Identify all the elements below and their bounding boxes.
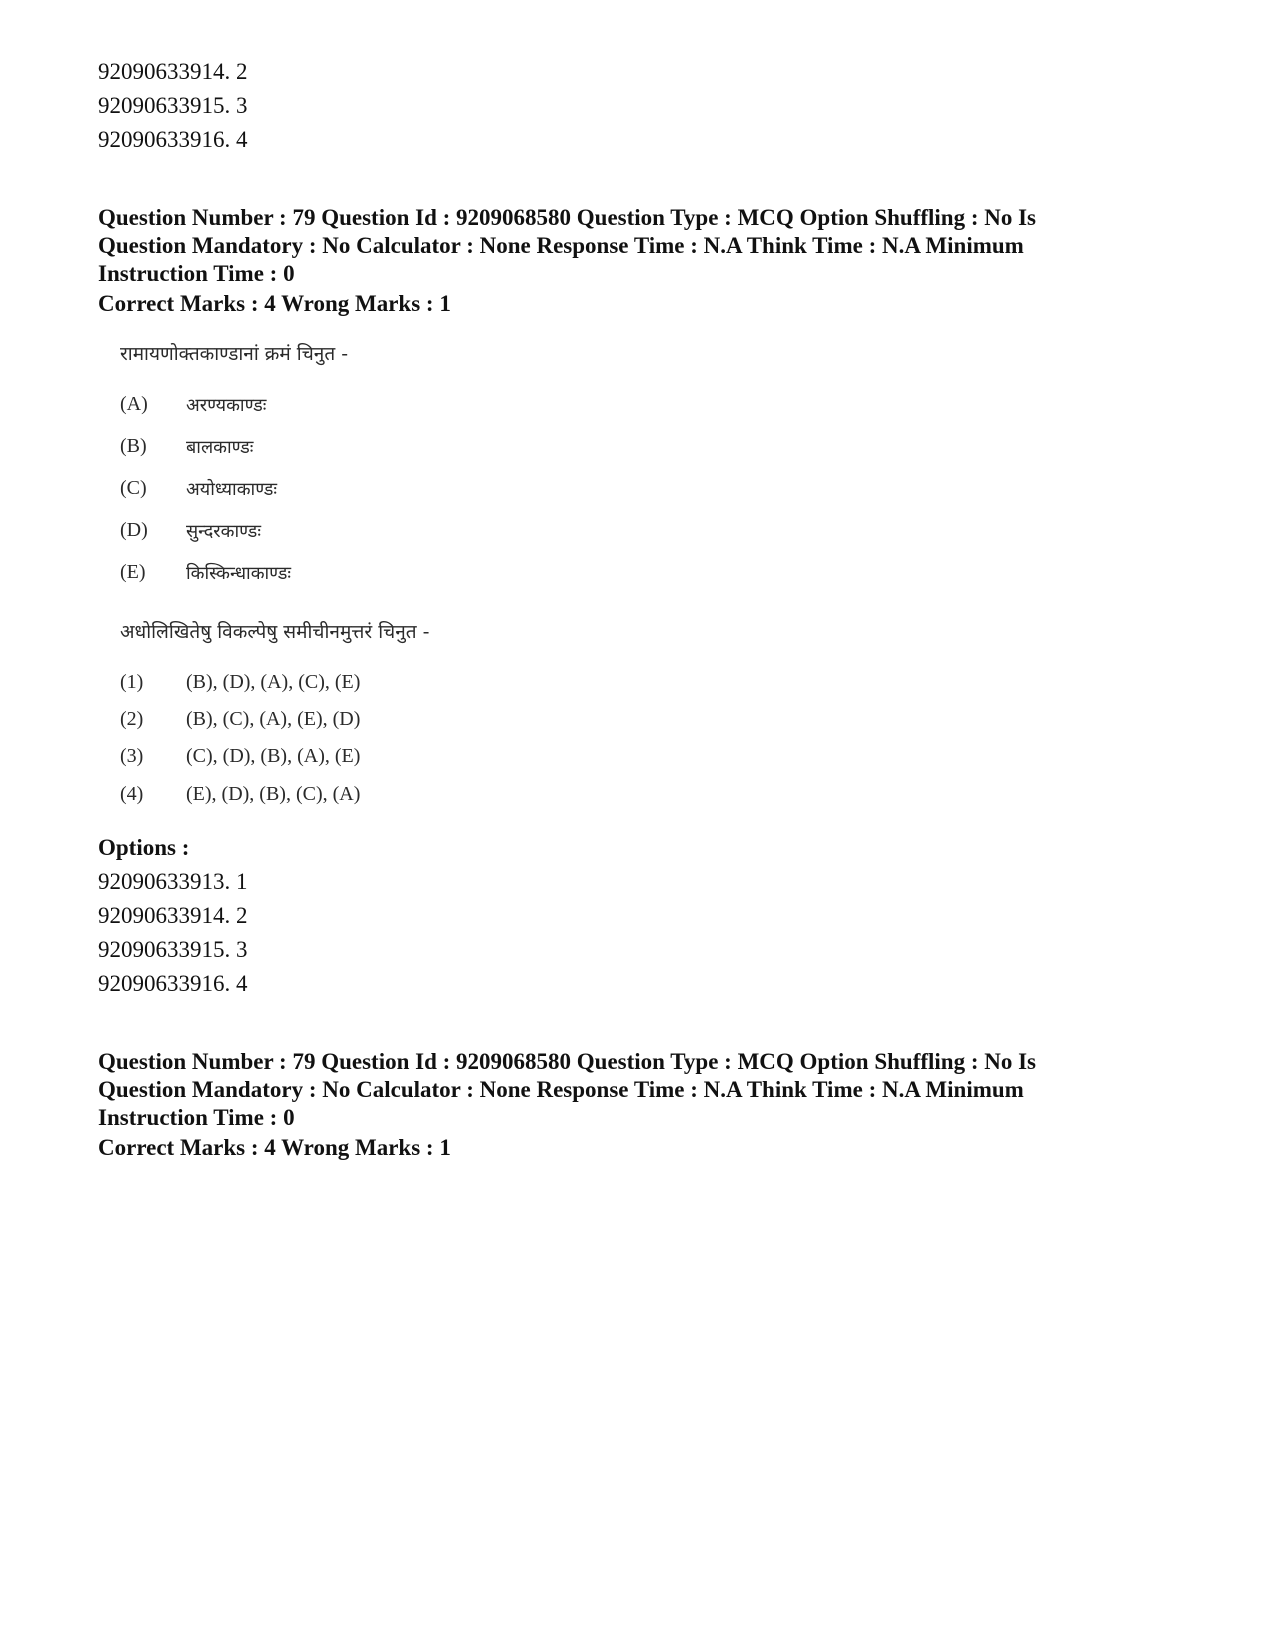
option-1: 92090633913. 1 bbox=[98, 869, 248, 894]
item-text: अरण्यकाण्डः bbox=[186, 395, 267, 416]
item-text: अयोध्याकाण्डः bbox=[186, 479, 278, 500]
item-label: (C) bbox=[120, 477, 147, 499]
item-text: बालकाण्डः bbox=[186, 437, 254, 458]
choice-text: (B), (C), (A), (E), (D) bbox=[186, 708, 361, 730]
option-2: 92090633914. 2 bbox=[98, 903, 248, 928]
question-header: Question Number : 79 Question Id : 9209068580 Question Type : MCQ Option Shuffling : No Is Question Mandatory : No Calculator : None Response Time : N.A Think Time : N.A Minimum Instruction Time : 0 bbox=[98, 205, 1037, 286]
choice-label: (4) bbox=[120, 783, 144, 805]
item-label: (B) bbox=[120, 435, 147, 457]
prev-option-2: 92090633914. 2 bbox=[98, 59, 248, 84]
next-question-header: Question Number : 79 Question Id : 9209068580 Question Type : MCQ Option Shuffling : No Is Question Mandatory : No Calculator : None Response Time : N.A Think Time : N.A Minimum Instruction Time : 0 bbox=[98, 1049, 1037, 1130]
choice-text: (B), (D), (A), (C), (E) bbox=[186, 671, 361, 693]
question-marks: Correct Marks : 4 Wrong Marks : 1 bbox=[98, 291, 451, 316]
option-3: 92090633915. 3 bbox=[98, 937, 248, 962]
options-label: Options : bbox=[98, 835, 190, 860]
choice-label: (1) bbox=[120, 671, 144, 693]
item-text: सुन्दरकाण्डः bbox=[186, 521, 261, 542]
option-4: 92090633916. 4 bbox=[98, 971, 248, 996]
prev-option-4: 92090633916. 4 bbox=[98, 127, 248, 152]
choice-label: (3) bbox=[120, 745, 144, 767]
choice-text: (E), (D), (B), (C), (A) bbox=[186, 783, 361, 805]
item-label: (A) bbox=[120, 393, 148, 415]
prev-option-3: 92090633915. 3 bbox=[98, 93, 248, 118]
item-label: (E) bbox=[120, 561, 146, 583]
item-label: (D) bbox=[120, 519, 148, 541]
choice-text: (C), (D), (B), (A), (E) bbox=[186, 745, 361, 767]
next-question-marks: Correct Marks : 4 Wrong Marks : 1 bbox=[98, 1135, 451, 1160]
choice-label: (2) bbox=[120, 708, 144, 730]
item-text: किस्किन्धाकाण्डः bbox=[186, 563, 291, 584]
question-instruction: अधोलिखितेषु विकल्पेषु समीचीनमुत्तरं चिनुत - bbox=[120, 621, 430, 643]
question-stem: रामायणोक्तकाण्डानां क्रमं चिनुत - bbox=[120, 343, 349, 365]
